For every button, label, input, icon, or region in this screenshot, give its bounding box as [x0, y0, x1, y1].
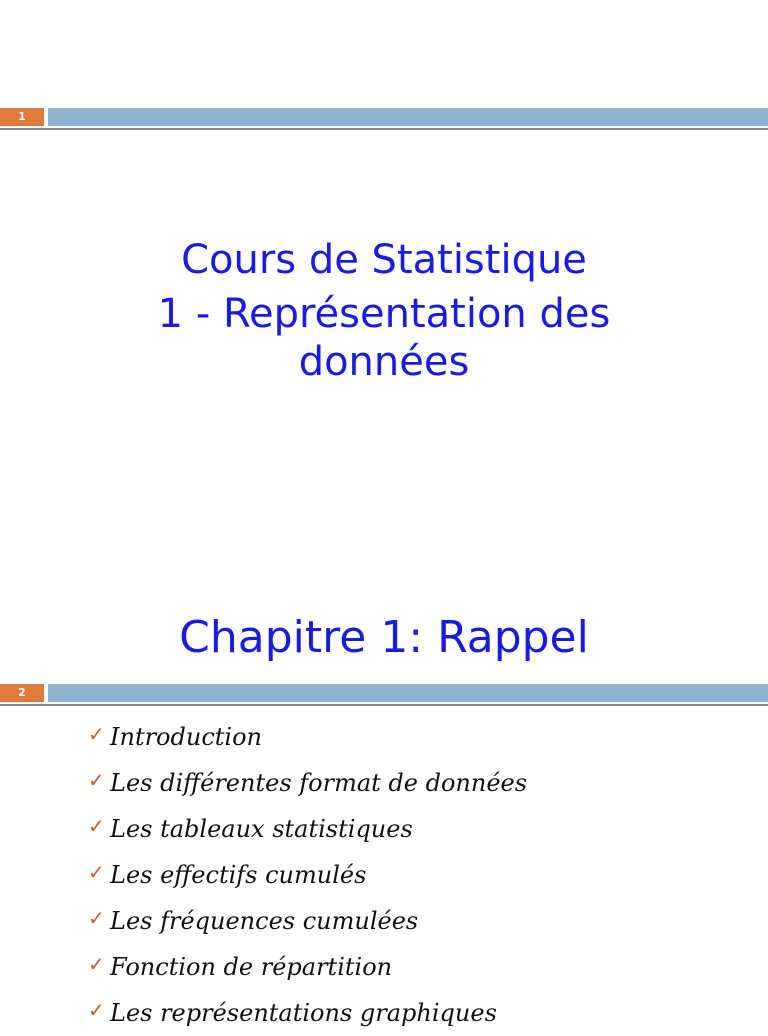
slide-2-header	[0, 682, 768, 710]
list-item	[88, 944, 527, 990]
list-item	[88, 898, 527, 944]
check-icon: ✓	[88, 860, 105, 884]
check-icon: ✓	[88, 722, 105, 746]
header-bar	[48, 684, 768, 702]
list-item	[88, 990, 527, 1036]
title-line: 1 - Représentation des	[157, 291, 611, 337]
slide-1-header	[0, 106, 768, 134]
check-icon: ✓	[88, 814, 105, 838]
slide-number: 1	[0, 108, 44, 126]
list-item-label: Fonction de répartition	[110, 953, 393, 981]
list-item	[88, 806, 527, 852]
list-item-label: Les effectifs cumulés	[110, 861, 367, 889]
divider	[0, 128, 768, 130]
list-item-label: Introduction	[110, 723, 262, 751]
check-icon: ✓	[88, 998, 105, 1022]
list-item-label: Les représentations graphiques	[110, 999, 497, 1027]
list-item-label: Les fréquences cumulées	[110, 907, 419, 935]
list-item	[88, 760, 527, 806]
list-item	[88, 714, 527, 760]
contents-list	[88, 714, 527, 1036]
header-bar	[48, 108, 768, 126]
title-line: données	[298, 339, 470, 385]
title-line: Cours de Statistique	[181, 237, 587, 283]
check-icon: ✓	[88, 952, 105, 976]
list-item-label: Les tableaux statistiques	[110, 815, 413, 843]
check-icon: ✓	[88, 906, 105, 930]
slide-1-title	[0, 236, 768, 386]
divider	[0, 704, 768, 706]
list-item	[88, 852, 527, 898]
chapter-heading: Chapitre 1: Rappel	[179, 612, 589, 663]
list-item-label: Les différentes format de données	[110, 769, 528, 797]
slide-number: 2	[0, 684, 44, 702]
check-icon: ✓	[88, 768, 105, 792]
